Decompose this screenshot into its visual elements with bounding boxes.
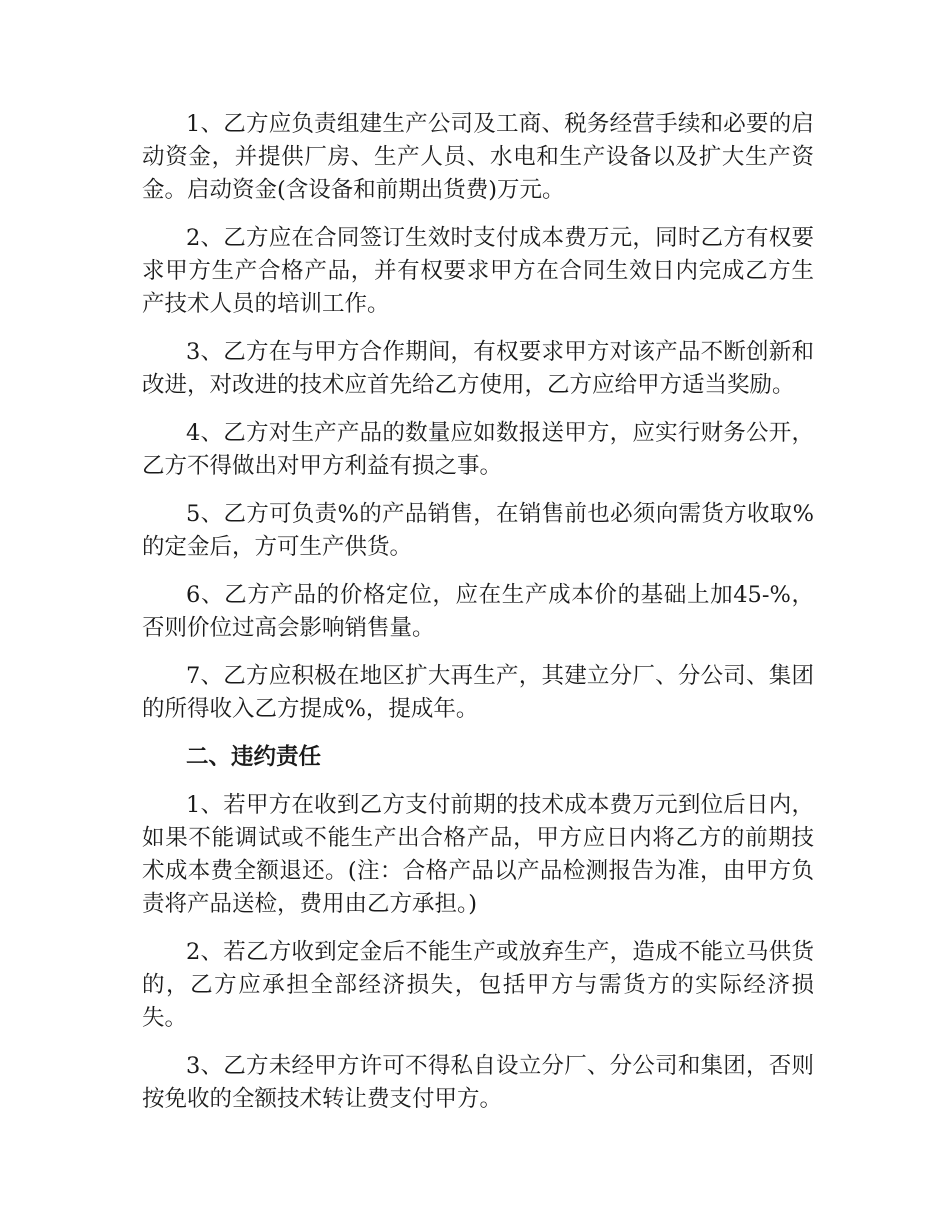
clause-7: 7、乙方应积极在地区扩大再生产，其建立分厂、分公司、集团的所得收入乙方提成%，提成年。 (142, 663, 814, 722)
section-heading-breach: 二、违约责任 (186, 744, 322, 770)
clause-1: 1、乙方应负责组建生产公司及工商、税务经营手续和必要的启动资金，并提供厂房、生产人员、水电和生产设备以及扩大生产资金。启动资金(含设备和前期出货费)万元。 (142, 111, 814, 203)
breach-clause-2: 2、若乙方收到定金后不能生产或放弃生产，造成不能立马供货的，乙方应承担全部经济损失，包括甲方与需货方的实际经济损失。 (142, 939, 814, 1031)
clause-5: 5、乙方可负责%的产品销售，在销售前也必须向需货方收取%的定金后，方可生产供货。 (142, 501, 814, 560)
breach-clause-1: 1、若甲方在收到乙方支付前期的技术成本费万元到位后日内，如果不能调试或不能生产出合格产品，甲方应日内将乙方的前期技术成本费全额退还。(注：合格产品以产品检测报告为准，由甲方负责将产品送检，费用由乙方承担。) (142, 792, 814, 917)
clause-4: 4、乙方对生产产品的数量应如数报送甲方，应实行财务公开，乙方不得做出对甲方利益有损之事。 (142, 420, 814, 479)
clause-3: 3、乙方在与甲方合作期间，有权要求甲方对该产品不断创新和改进，对改进的技术应首先给乙方使用，乙方应给甲方适当奖励。 (142, 339, 814, 398)
clause-6: 6、乙方产品的价格定位，应在生产成本价的基础上加45-%，否则价位过高会影响销售量。 (142, 582, 814, 641)
breach-clause-3: 3、乙方未经甲方许可不得私自设立分厂、分公司和集团，否则按免收的全额技术转让费支付甲方。 (142, 1053, 814, 1112)
clause-2: 2、乙方应在合同签订生效时支付成本费万元，同时乙方有权要求甲方生产合格产品，并有权要求甲方在合同生效日内完成乙方生产技术人员的培训工作。 (142, 225, 814, 317)
document-page (142, 108, 814, 1131)
